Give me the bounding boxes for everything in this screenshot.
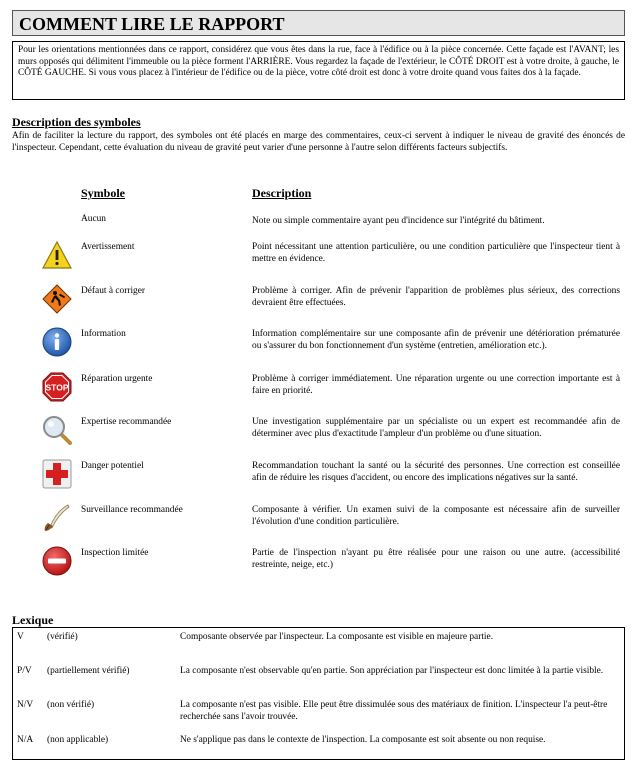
intro-text: Pour les orientations mentionnées dans ce rapport, considérez que vous êtes dans la rue, face à l'édifice ou à la pièce concernée. Cette façade est l'AVANT; les murs opposés qui délimitent l'immeuble ou la pièce forment l'ARRIÈRE. Vous regardez la façade de l'extérieur, le CÔTÉ DROIT est à votre droite, à gauche, le CÔTÉ GAUCHE. Si vous vous placez à l'intérieur de l'édifice ou de la pièce, votre côté droit est donc à votre droite quand vous faites dos à la façade. (18, 45, 619, 79)
symbol-description: Note ou simple commentaire ayant peu d'incidence sur l'intégrité du bâtiment. (252, 216, 545, 226)
page-title: COMMENT LIRE LE RAPPORT (12, 10, 625, 36)
lexique-code: P/V (17, 666, 32, 676)
symbols-heading: Description des symboles (12, 115, 141, 129)
symbol-name: Inspection limitée (81, 548, 149, 558)
red-cross-icon (42, 459, 72, 489)
magnifier-icon (42, 415, 72, 445)
symbol-name: Aucun (81, 214, 106, 224)
symbol-name: Danger potentiel (81, 461, 144, 471)
lexique-definition: Composante observée par l'inspecteur. La composante est visible en majeure partie. (180, 632, 494, 642)
lexique-definition: La composante n'est pas visible. Elle peut être dissimulée sous des matériaux de finition. L'inspecteur l'a peut-être recherchée sans l'avoir trouvée. (180, 700, 608, 722)
symbol-name: Défaut à corriger (81, 286, 146, 296)
quill-icon (42, 503, 72, 533)
lexique-term: (vérifié) (47, 632, 78, 642)
symbol-name: Information (81, 329, 126, 339)
lexique-term: (partiellement vérifié) (47, 666, 130, 676)
symbol-name: Expertise recommandée (81, 417, 172, 427)
info-icon (42, 327, 72, 357)
symbol-description: Point nécessitant une attention particulière, ou une condition particulière que l'inspecteur tient à mettre en évidence. (252, 242, 620, 264)
symbol-description: Partie de l'inspection n'ayant pu être réalisée pour une raison ou une autre. (accessibilité restreinte, neige, etc.) (252, 548, 620, 570)
symbol-description: Une investigation supplémentaire par un spécialiste ou un expert est recommandée afin de déterminer avec plus d'exactitude l'ampleur d'un problème ou d'une situation. (252, 417, 620, 439)
lexique-definition: La composante n'est observable qu'en partie. Son appréciation par l'inspecteur est donc limitée à la partie visible. (180, 666, 604, 676)
lexique-code: N/V (17, 700, 34, 710)
symbol-name: Surveillance recommandée (81, 505, 183, 515)
lexique-heading: Lexique (12, 613, 54, 627)
symbol-name: Réparation urgente (81, 374, 153, 384)
symbol-description: Recommandation touchant la santé ou la sécurité des personnes. Une correction est conseillée afin de réduire les risques d'accident, ou encore des implications négatives sur la santé. (252, 461, 620, 483)
symbol-description: Problème à corriger. Afin de prévenir l'apparition de problèmes plus sérieux, des corrections devraient être effectuées. (252, 286, 620, 308)
column-header-description: Description (252, 186, 312, 200)
lexique-code: V (17, 632, 24, 642)
column-header-symbol: Symbole (81, 186, 126, 200)
symbol-description: Composante à vérifier. Un examen suivi de la composante est nécessaire afin de surveiller l'évolution d'une condition particulière. (252, 505, 620, 527)
symbol-name: Avertissement (81, 242, 135, 252)
symbols-paragraph: Afin de faciliter la lecture du rapport, des symboles ont été placés en marge des commentaires, ceux-ci servent à indiquer le niveau de gravité des énoncés de l'inspecteur. Cependant, cette évaluation du niveau de gravité peut varier d'une personne à l'autre selon différents facteurs subjectifs. (12, 131, 625, 153)
no-entry-icon (42, 546, 72, 576)
svg-text:STOP: STOP (45, 382, 69, 393)
repair-icon (42, 284, 72, 314)
lexique-term: (non applicable) (47, 735, 109, 745)
warning-icon (42, 240, 72, 270)
symbol-description: Information complémentaire sur une composante afin de prévenir une détérioration prématurée ou s'assurer du bon fonctionnement d'un système (entretien, amélioration etc.). (252, 329, 620, 351)
lexique-code: N/A (17, 735, 34, 745)
lexique-definition: Ne s'applique pas dans le contexte de l'inspection. La composante est soit absente ou non requise. (180, 735, 546, 745)
symbol-description: Problème à corriger immédiatement. Une réparation urgente ou une correction importante est à faire en priorité. (252, 374, 620, 396)
intro-box (12, 41, 625, 100)
lexique-table (12, 627, 625, 760)
lexique-term: (non vérifié) (47, 700, 95, 710)
stop-icon (42, 372, 72, 402)
